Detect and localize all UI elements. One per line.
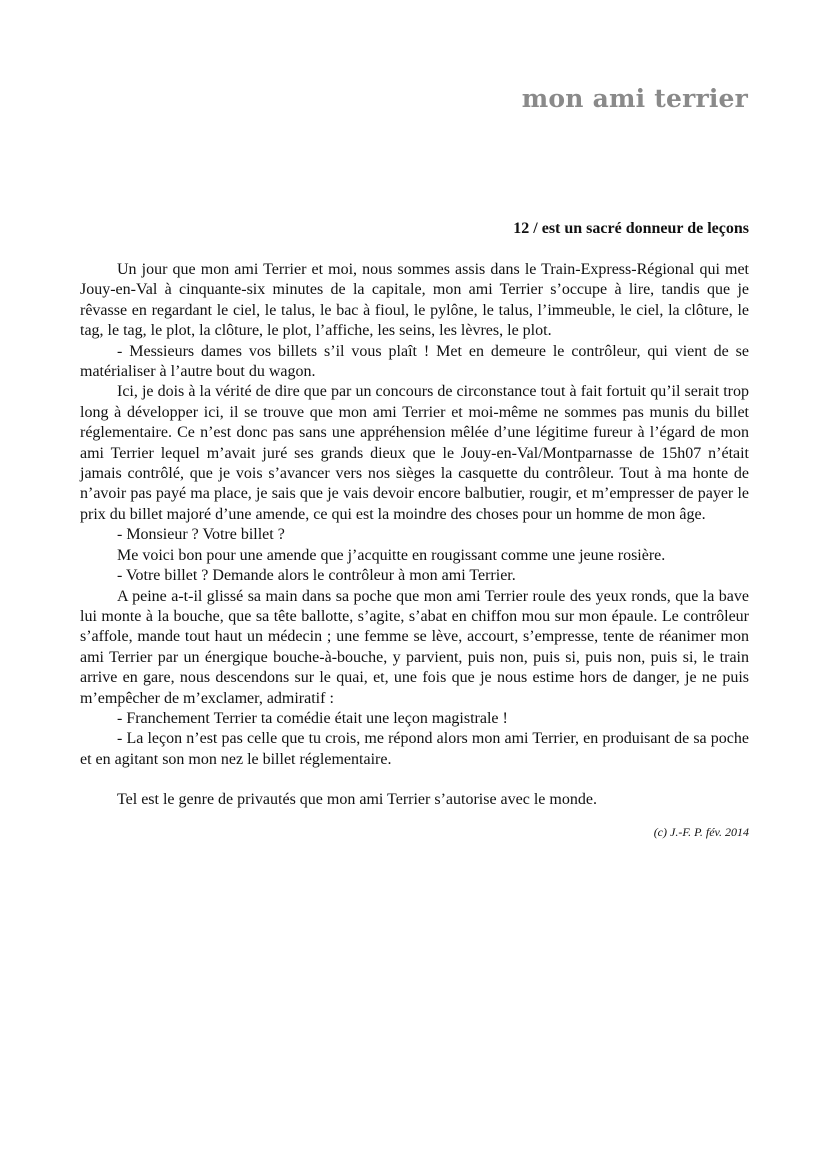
copyright-signature: (c) J.-F. P. fév. 2014	[653, 825, 749, 839]
paragraph: Ici, je dois à la vérité de dire que par un concours de circonstance tout à fait fortuit qu’il serait trop long à développer ici, il se trouve que mon ami Terrier et moi-même ne sommes pas munis du billet réglementaire. Ce n’est donc pas sans une appréhension mêlée d’une légitime fureur à l’égard de mon ami Terrier lequel m’avait juré ses grands dieux que le Jouy-en-Val/Montparnasse de 15h07 n’était jamais contrôlé, que je vois s’avancer vers nos sièges la casquette du contrôleur. Tout à ma honte de n’avoir pas payé ma place, je sais que je vais devoir encore balbutier, rougir, et m’empresser de payer le prix du billet majoré d’une amende, ce qui est la moindre des choses pour un homme de mon âge.	[80, 383, 749, 523]
paragraph: Un jour que mon ami Terrier et moi, nous sommes assis dans le Train-Express-Régional qui met Jouy-en-Val à cinquante-six minutes de la capitale, mon ami Terrier s’occupe à lire, tandis que je rêvasse en regardant le ciel, le talus, le bac à fioul, le pylône, le talus, l’immeuble, le ciel, la clôture, le tag, le tag, le plot, la clôture, le plot, l’affiche, les seins, les lèvres, le plot.	[80, 261, 749, 340]
paragraph-spacer	[80, 770, 749, 790]
page-header-title: mon ami terrier	[521, 84, 748, 113]
paragraph: - Votre billet ? Demande alors le contrôleur à mon ami Terrier.	[117, 567, 516, 585]
paragraph: - Messieurs dames vos billets s’il vous plaît ! Met en demeure le contrôleur, qui vient de se matérialiser à l’autre bout du wagon.	[80, 342, 749, 381]
closing-paragraph: Tel est le genre de privautés que mon ami Terrier s’autorise avec le monde.	[117, 791, 597, 809]
paragraph: - Monsieur ? Votre billet ?	[117, 526, 285, 544]
paragraph: Me voici bon pour une amende que j’acquitte en rougissant comme une jeune rosière.	[117, 546, 666, 564]
story-body	[80, 260, 749, 811]
paragraph: - Franchement Terrier ta comédie était une leçon magistrale !	[117, 709, 508, 727]
paragraph: A peine a-t-il glissé sa main dans sa poche que mon ami Terrier roule des yeux ronds, que la bave lui monte à la bouche, que sa tête ballotte, s’agite, s’abat en chiffon mou sur mon épaule. Le contrôleur s’affole, mande tout haut un médecin ; une femme se lève, accourt, s’empresse, tente de réanimer mon ami Terrier par un énergique bouche-à-bouche, y parvient, puis non, puis si, puis non, puis si, le train arrive en gare, nous descendons sur le quai, et, une fois que je nous estime hors de danger, je ne puis m’empêcher de m’exclamer, admiratif :	[80, 587, 749, 707]
chapter-title: 12 / est un sacré donneur de leçons	[513, 220, 749, 237]
paragraph: - La leçon n’est pas celle que tu crois, me répond alors mon ami Terrier, en produisant de sa poche et en agitant son mon nez le billet réglementaire.	[80, 730, 749, 768]
